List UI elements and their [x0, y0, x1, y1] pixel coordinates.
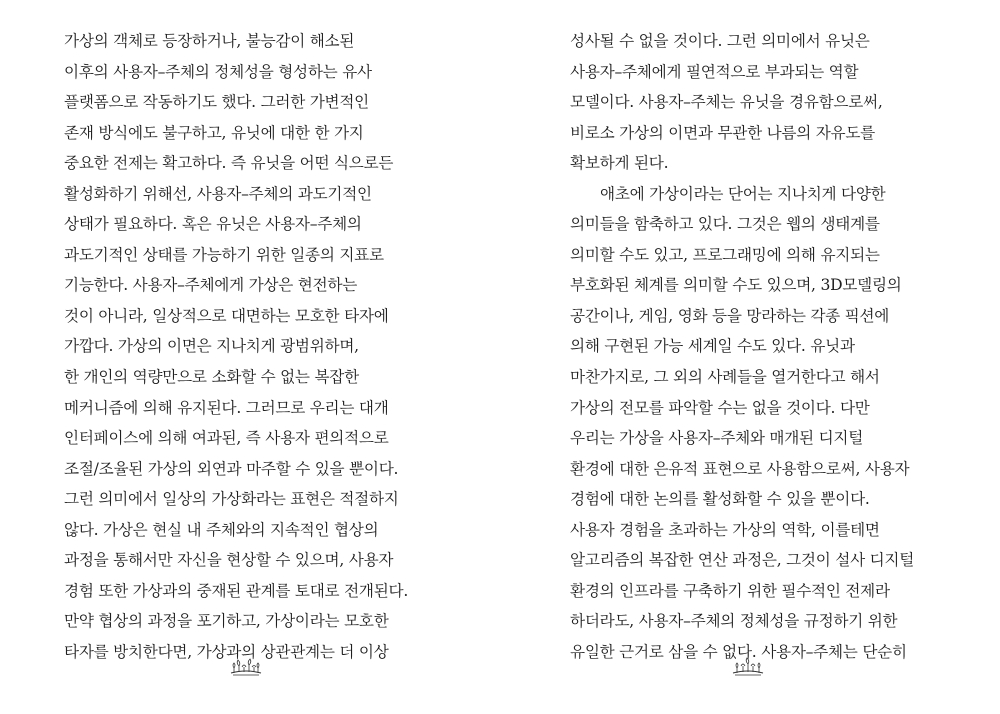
text-line: 마찬가지로, 그 외의 사례들을 열거한다고 해서: [570, 368, 880, 387]
text-line: 확보하게 된다.: [570, 154, 669, 173]
text-line: 플랫폼으로 작동하기도 했다. 그러한 가변적인: [64, 93, 369, 112]
text-line: 비로소 가상의 이면과 무관한 나름의 자유도를: [570, 123, 875, 142]
text-line: 의해 구현된 가능 세계일 수도 있다. 유닛과: [570, 337, 855, 356]
text-line: 성사될 수 없을 것이다. 그런 의미에서 유닛은: [570, 32, 870, 50]
text-line: 알고리즘의 복잡한 연산 과정은, 그것이 설사 디지털: [570, 551, 915, 570]
text-line: 의미할 수도 있고, 프로그래밍에 의해 유지되는: [570, 245, 880, 264]
text-line: 가상의 전모를 파악할 수는 없을 것이다. 다만: [570, 398, 870, 417]
text-line: 타자를 방치한다면, 가상과의 상관관계는 더 이상: [64, 642, 389, 661]
text-line: 사용자 경험을 초과하는 가상의 역학, 이를테면: [570, 520, 880, 539]
text-line: 모델이다. 사용자–주체는 유닛을 경유함으로써,: [570, 93, 883, 112]
text-line: 조절/조율된 가상의 외연과 마주할 수 있을 뿐이다.: [64, 459, 399, 478]
left-page: [64, 26, 464, 666]
text-line: 기능한다. 사용자–주체에게 가상은 현전하는: [64, 276, 358, 295]
text-line: 이후의 사용자–주체의 정체성을 형성하는 유사: [64, 62, 372, 81]
text-line: 만약 협상의 과정을 포기하고, 가상이라는 모호한: [64, 612, 389, 631]
text-line: 것이 아니라, 일상적으로 대면하는 모호한 타자에: [64, 306, 389, 325]
text-line: 인터페이스에 의해 여과된, 즉 사용자 편의적으로: [64, 429, 389, 448]
text-line: 경험 또한 가상과의 중재된 관계를 토대로 전개된다.: [64, 581, 409, 600]
text-line: 과도기적인 상태를 가능하기 위한 일종의 지표로: [64, 245, 384, 264]
text-line: 하더라도, 사용자–주체의 정체성을 규정하기 위한: [570, 612, 898, 631]
text-line: 의미들을 함축하고 있다. 그것은 웹의 생태계를: [570, 215, 880, 234]
text-line: 가깝다. 가상의 이면은 지나치게 광범위하며,: [64, 337, 359, 356]
text-line: 유일한 근거로 삼을 수 없다. 사용자–주체는 단순히: [570, 642, 907, 661]
text-line: 환경에 대한 은유적 표현으로 사용함으로써, 사용자: [570, 459, 910, 478]
text-line: 과정을 통해서만 자신을 현상할 수 있으며, 사용자: [64, 551, 394, 570]
right-page: [570, 26, 970, 666]
text-line: 존재 방식에도 불구하고, 유닛에 대한 한 가지: [64, 123, 364, 142]
text-line: 한 개인의 역량만으로 소화할 수 없는 복잡한: [64, 368, 359, 387]
text-line: 환경의 인프라를 구축하기 위한 필수적인 전제라: [570, 581, 890, 600]
text-line: 부호화된 체계를 의미할 수도 있으며, 3D모델링의: [570, 276, 902, 295]
paragraph-start-line: 애초에 가상이라는 단어는 지나치게 다양한: [600, 184, 886, 203]
right-footer-ornament-icon: [731, 657, 765, 677]
text-line: 사용자–주체에게 필연적으로 부과되는 역할: [570, 62, 859, 81]
text-line: 우리는 가상을 사용자–주체와 매개된 디지털: [570, 429, 864, 448]
text-line: 공간이나, 게임, 영화 등을 망라하는 각종 픽션에: [570, 306, 890, 325]
text-line: 않다. 가상은 현실 내 주체와의 지속적인 협상의: [64, 520, 379, 539]
text-line: 상태가 필요하다. 혹은 유닛은 사용자–주체의: [64, 215, 362, 234]
text-line: 활성화하기 위해선, 사용자–주체의 과도기적인: [64, 184, 372, 203]
text-line: 가상의 객체로 등장하거나, 불능감이 해소된: [64, 32, 355, 50]
left-footer-ornament-icon: [229, 657, 263, 677]
text-line: 그런 의미에서 일상의 가상화라는 표현은 적절하지: [64, 490, 399, 509]
text-line: 경험에 대한 논의를 활성화할 수 있을 뿐이다.: [570, 490, 870, 509]
text-line: 중요한 전제는 확고하다. 즉 유닛을 어떤 식으로든: [64, 154, 394, 173]
text-line: 메커니즘에 의해 유지된다. 그러므로 우리는 대개: [64, 398, 389, 417]
